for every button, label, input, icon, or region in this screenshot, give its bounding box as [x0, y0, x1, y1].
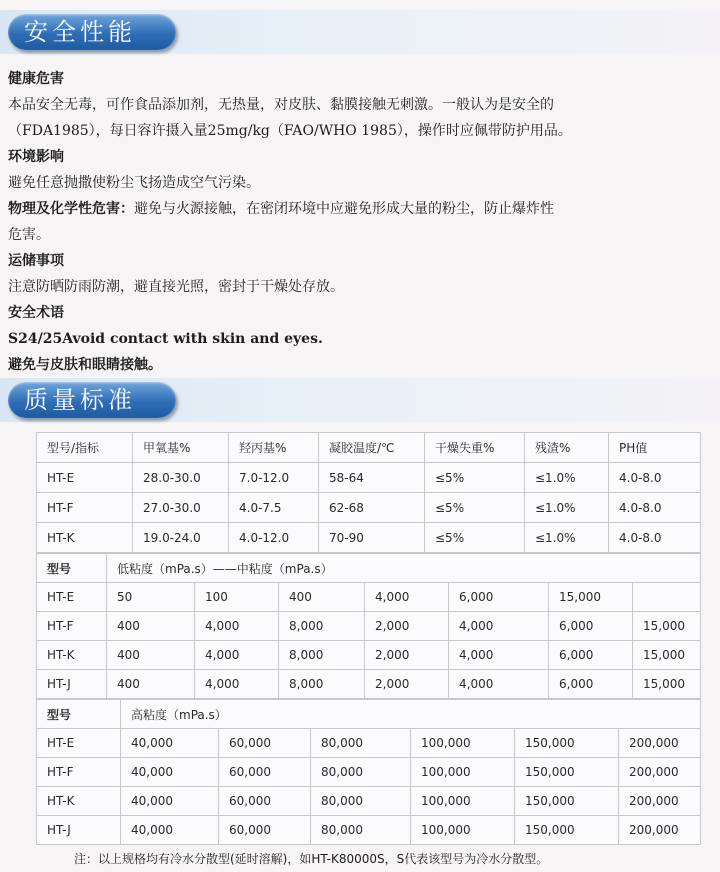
table-cell: 62-68 — [319, 493, 425, 523]
table-cell: 4.0-8.0 — [609, 523, 701, 553]
table-cell: 2,000 — [365, 641, 449, 670]
table-row — [37, 493, 701, 523]
table-cell: 6,000 — [449, 583, 549, 612]
table-cell: 4.0-8.0 — [609, 493, 701, 523]
table-row — [37, 816, 701, 845]
table-header-cell: 型号/指标 — [37, 433, 133, 463]
table-cell: 4.0-8.0 — [609, 463, 701, 493]
terms-line-2: 避免与皮肤和眼睛接触。 — [8, 357, 162, 373]
table-cell: 200,000 — [619, 787, 701, 816]
low-mid-viscosity-table — [36, 553, 701, 699]
table-cell: ≤1.0% — [525, 493, 609, 523]
table-cell: 4,000 — [449, 641, 549, 670]
table-cell: 80,000 — [311, 816, 411, 845]
table-cell: 4,000 — [195, 641, 279, 670]
spec-table-header — [37, 433, 701, 463]
table-header-cell: 甲氧基% — [133, 433, 229, 463]
table-cell: 200,000 — [619, 816, 701, 845]
table-cell: 6,000 — [549, 612, 633, 641]
table-cell: 60,000 — [219, 787, 311, 816]
table-header-cell: PH值 — [609, 433, 701, 463]
environment-heading: 环境影响 — [8, 149, 64, 165]
hazard-line-2: 危害。 — [8, 227, 50, 243]
table-cell: 2,000 — [365, 612, 449, 641]
table-cell: 70-90 — [319, 523, 425, 553]
storage-line-1: 注意防晒防雨防潮，避直接光照，密封于干燥处存放。 — [8, 279, 344, 295]
table-cell: 40,000 — [121, 787, 219, 816]
health-line-1: 本品安全无毒，可作食品添加剂，无热量，对皮肤、黏膜接触无刺激。一般认为是安全的 — [8, 97, 554, 113]
table-cell: 400 — [107, 670, 195, 699]
table-cell: HT-E — [37, 583, 107, 612]
hazard-text: 避免与火源接触，在密闭环境中应避免形成大量的粉尘，防止爆炸性 — [134, 201, 554, 217]
table-cell: 80,000 — [311, 729, 411, 758]
table-cell: 8,000 — [279, 612, 365, 641]
table-row — [37, 787, 701, 816]
table-cell: 200,000 — [619, 729, 701, 758]
table-cell: 4,000 — [365, 583, 449, 612]
table-row — [37, 612, 701, 641]
table-cell: 150,000 — [515, 787, 619, 816]
table-cell: 7.0-12.0 — [229, 463, 319, 493]
table-cell: 150,000 — [515, 758, 619, 787]
table-cell: 100,000 — [411, 758, 515, 787]
table-cell: HT-J — [37, 670, 107, 699]
table-cell: 400 — [279, 583, 365, 612]
table-header-cell: 干燥失重% — [425, 433, 525, 463]
section-banner-safety — [0, 10, 720, 54]
table-cell: HT-J — [37, 816, 121, 845]
table-cell: 2,000 — [365, 670, 449, 699]
health-heading: 健康危害 — [8, 71, 64, 87]
table-cell: HT-E — [37, 463, 133, 493]
table-cell: 15,000 — [549, 583, 633, 612]
table-cell: 80,000 — [311, 787, 411, 816]
low-mid-viscosity-header — [37, 554, 701, 583]
table-cell: HT-E — [37, 729, 121, 758]
hazard-line-1 — [8, 196, 714, 222]
table-header-cell: 型号 — [37, 554, 107, 583]
high-viscosity-header — [37, 700, 701, 729]
table-cell: 15,000 — [633, 612, 701, 641]
table-cell: 19.0-24.0 — [133, 523, 229, 553]
table-cell: HT-K — [37, 641, 107, 670]
table-cell: 27.0-30.0 — [133, 493, 229, 523]
spec-table — [36, 432, 701, 553]
section-title-quality: 质量标准 — [8, 382, 176, 418]
table-cell: 50 — [107, 583, 195, 612]
table-cell: ≤5% — [425, 463, 525, 493]
table-cell: 40,000 — [121, 816, 219, 845]
table-row — [37, 463, 701, 493]
table-cell: 4,000 — [449, 670, 549, 699]
table-cell: HT-F — [37, 493, 133, 523]
table-cell: HT-F — [37, 612, 107, 641]
table-cell: ≤1.0% — [525, 463, 609, 493]
table-row — [37, 670, 701, 699]
high-viscosity-table — [36, 699, 701, 845]
health-line-2: （FDA1985），每日容许摄入量25mg/kg（FAO/WHO 1985），操作时应佩带防护用品。 — [8, 123, 572, 139]
section-title-safety: 安全性能 — [8, 14, 176, 50]
table-header-cell: 型号 — [37, 700, 121, 729]
table-row — [37, 729, 701, 758]
terms-line-1: S24/25Avoid contact with skin and eyes. — [8, 331, 323, 347]
table-cell: 100 — [195, 583, 279, 612]
table-cell: 8,000 — [279, 670, 365, 699]
table-row — [37, 523, 701, 553]
table-cell — [633, 583, 701, 612]
table-cell: 100,000 — [411, 787, 515, 816]
table-header-cell: 凝胶温度/℃ — [319, 433, 425, 463]
table-row — [37, 583, 701, 612]
table-cell: 4,000 — [195, 612, 279, 641]
environment-line-1: 避免任意抛撒使粉尘飞扬造成空气污染。 — [8, 175, 260, 191]
table-cell: ≤1.0% — [525, 523, 609, 553]
table-cell: ≤5% — [425, 493, 525, 523]
table-cell: HT-F — [37, 758, 121, 787]
table-row — [37, 641, 701, 670]
table-cell: 8,000 — [279, 641, 365, 670]
table-cell: 4.0-12.0 — [229, 523, 319, 553]
table-cell: 150,000 — [515, 816, 619, 845]
table-cell: 15,000 — [633, 670, 701, 699]
table-header-cell: 残渣% — [525, 433, 609, 463]
quality-tables — [36, 432, 700, 845]
section-banner-quality — [0, 378, 720, 422]
table-cell: HT-K — [37, 787, 121, 816]
table-cell: 150,000 — [515, 729, 619, 758]
table-cell: 80,000 — [311, 758, 411, 787]
footnote: 注：以上规格均有冷水分散型(延时溶解)，如HT-K80000S，S代表该型号为冷水分散型。 — [74, 852, 549, 866]
table-cell: 4,000 — [195, 670, 279, 699]
table-cell: 15,000 — [633, 641, 701, 670]
table-header-title: 高粘度（mPa.s） — [121, 700, 701, 729]
table-cell: 40,000 — [121, 729, 219, 758]
safety-text-block — [8, 66, 714, 378]
table-cell: 400 — [107, 641, 195, 670]
table-cell: 100,000 — [411, 816, 515, 845]
table-cell: 6,000 — [549, 670, 633, 699]
table-cell: 400 — [107, 612, 195, 641]
terms-heading: 安全术语 — [8, 305, 64, 321]
storage-heading: 运储事项 — [8, 253, 64, 269]
hazard-heading: 物理及化学性危害： — [8, 201, 134, 217]
table-cell: 6,000 — [549, 641, 633, 670]
table-cell: 200,000 — [619, 758, 701, 787]
table-cell: 60,000 — [219, 816, 311, 845]
table-cell: 58-64 — [319, 463, 425, 493]
table-cell: 60,000 — [219, 729, 311, 758]
table-cell: 40,000 — [121, 758, 219, 787]
table-cell: 28.0-30.0 — [133, 463, 229, 493]
table-cell: 60,000 — [219, 758, 311, 787]
table-cell: 100,000 — [411, 729, 515, 758]
table-cell: 4.0-7.5 — [229, 493, 319, 523]
table-cell: ≤5% — [425, 523, 525, 553]
table-header-title: 低粘度（mPa.s）——中粘度（mPa.s） — [107, 554, 701, 583]
table-cell: HT-K — [37, 523, 133, 553]
table-row — [37, 758, 701, 787]
table-cell: 4,000 — [449, 612, 549, 641]
table-header-cell: 羟丙基% — [229, 433, 319, 463]
